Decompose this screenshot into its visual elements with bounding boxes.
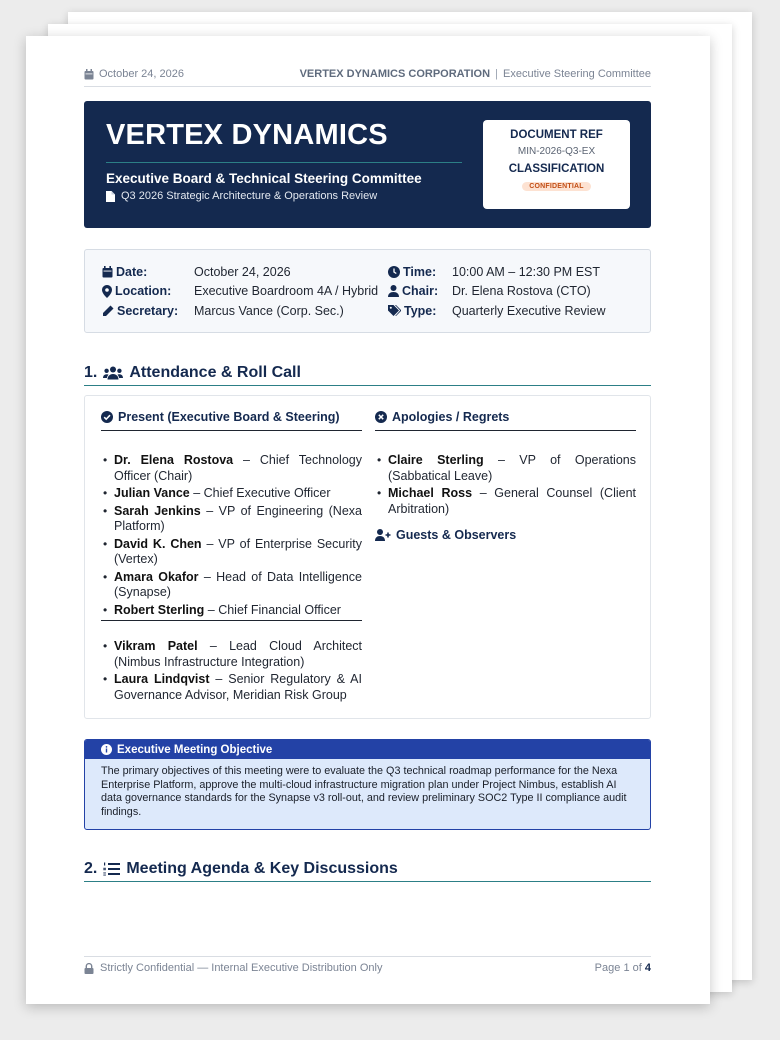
attendee-item bbox=[375, 453, 636, 484]
document-subtitle: Executive Board & Technical Steering Committee bbox=[106, 171, 422, 186]
meta-date-label: Date: bbox=[116, 265, 148, 279]
guests-heading bbox=[375, 528, 636, 542]
page-number bbox=[595, 962, 651, 974]
section-number: 1. bbox=[84, 364, 98, 381]
attendee-name: Robert Sterling bbox=[114, 602, 205, 617]
meta-chair-value: Dr. Elena Rostova (CTO) bbox=[452, 284, 591, 298]
present-list bbox=[101, 453, 362, 618]
present-divider bbox=[101, 620, 362, 621]
users-icon bbox=[103, 366, 123, 380]
file-icon bbox=[106, 191, 115, 202]
attendee-role: – Lead Cloud Architect (Nimbus Infrastructure Integration) bbox=[114, 639, 362, 669]
clock-icon bbox=[388, 266, 400, 278]
objective-heading: Executive Meeting Objective bbox=[117, 743, 273, 756]
attendee-item bbox=[101, 486, 362, 502]
meta-time-value: 10:00 AM – 12:30 PM EST bbox=[452, 265, 600, 279]
meta-location-value: Executive Boardroom 4A / Hybrid bbox=[194, 284, 379, 298]
header-organization: VERTEX DYNAMICS CORPORATION bbox=[299, 68, 491, 80]
apologies-list bbox=[375, 453, 636, 517]
page-footer bbox=[84, 956, 651, 979]
banner-rule bbox=[106, 162, 462, 163]
title-banner bbox=[84, 101, 651, 228]
attendee-role: – General Counsel (Client Arbitration) bbox=[388, 486, 637, 516]
meta-secretary-label: Secretary: bbox=[117, 304, 179, 318]
page-of: of bbox=[632, 962, 642, 974]
section-number: 2. bbox=[84, 860, 98, 877]
section-title: Meeting Agenda & Key Discussions bbox=[126, 860, 398, 877]
attendee-role: – VP of Enterprise Security (Vertex) bbox=[114, 536, 362, 566]
doc-ref-value: MIN-2026-Q3-EX bbox=[517, 146, 596, 157]
meta-time bbox=[388, 265, 600, 279]
meta-date bbox=[102, 265, 291, 279]
attendee-role: – Head of Data Intelligence (Synapse) bbox=[114, 569, 362, 599]
attendee-item bbox=[101, 453, 362, 484]
meeting-meta-box bbox=[84, 249, 651, 333]
tags-icon bbox=[388, 305, 401, 317]
meta-date-value: October 24, 2026 bbox=[194, 265, 291, 279]
attendee-item bbox=[375, 486, 636, 517]
attendee-role: – Chief Financial Officer bbox=[204, 602, 341, 617]
attendee-item bbox=[101, 639, 362, 670]
meta-secretary bbox=[102, 304, 344, 318]
present-heading bbox=[101, 410, 362, 431]
header-date: October 24, 2026 bbox=[99, 68, 185, 80]
attendee-role: – Senior Regulatory & AI Governance Advisor, Meridian Risk Group bbox=[114, 672, 362, 702]
attendee-name: Laura Lindqvist bbox=[114, 672, 210, 686]
session-name: Q3 2026 Strategic Architecture & Operations Review bbox=[121, 190, 378, 202]
attendee-role: – Chief Executive Officer bbox=[189, 486, 331, 500]
attendee-item bbox=[101, 570, 362, 601]
header-committee: Executive Steering Committee bbox=[503, 68, 651, 80]
attendee-role: – VP of Engineering (Nexa Platform) bbox=[114, 503, 362, 533]
attendee-name: Dr. Elena Rostova bbox=[114, 453, 234, 467]
meta-chair-label: Chair: bbox=[402, 284, 439, 298]
page-prefix: Page bbox=[594, 962, 621, 974]
meta-location bbox=[102, 284, 379, 298]
confidential-notice: Strictly Confidential — Internal Executive Distribution Only bbox=[100, 962, 383, 974]
meta-type bbox=[388, 304, 606, 318]
objective-callout bbox=[84, 739, 651, 830]
objective-text: The primary objectives of this meeting were to evaluate the Q3 technical roadmap performance for the Nexa Enterprise Platform, approve the multi-cloud infrastructure migration plan under Project Nimbus, establish AI data governance standards for the Synapse v3 roll-out, and review preliminary SOC2 Type II compliance audit findings. bbox=[101, 765, 627, 818]
attendee-name: Vikram Patel bbox=[114, 639, 198, 653]
header-org-line bbox=[300, 68, 651, 80]
meta-time-label: Time: bbox=[403, 265, 437, 279]
header-separator: | bbox=[495, 68, 498, 80]
info-circle-icon bbox=[101, 744, 112, 755]
lock-icon bbox=[84, 963, 94, 974]
attendee-role: – Chief Technology Officer (Chair) bbox=[114, 453, 362, 483]
present-column bbox=[101, 410, 362, 705]
page-total: 4 bbox=[644, 962, 651, 974]
document-ref-box bbox=[483, 120, 630, 209]
attendee-name: Claire Sterling bbox=[388, 453, 484, 467]
list-ol-icon bbox=[103, 862, 120, 876]
user-plus-icon bbox=[375, 529, 391, 541]
attendee-item bbox=[101, 537, 362, 568]
guests-heading-label: Guests & Observers bbox=[396, 528, 517, 542]
attendee-item bbox=[101, 504, 362, 535]
session-line bbox=[106, 190, 377, 202]
section-title: Attendance & Roll Call bbox=[129, 364, 301, 381]
map-marker-icon bbox=[102, 285, 112, 298]
meta-type-value: Quarterly Executive Review bbox=[452, 304, 606, 318]
page-current: 1 bbox=[623, 962, 630, 974]
meta-secretary-value: Marcus Vance (Corp. Sec.) bbox=[194, 304, 344, 318]
attendee-name: Sarah Jenkins bbox=[114, 503, 201, 518]
section-heading-attendance bbox=[84, 361, 651, 386]
objective-header bbox=[85, 740, 650, 759]
document-page bbox=[26, 36, 710, 1004]
apologies-heading bbox=[375, 410, 636, 431]
classification-label: CLASSIFICATION bbox=[508, 163, 605, 175]
attendee-role: – VP of Operations (Sabbatical Leave) bbox=[388, 453, 636, 483]
doc-ref-label: DOCUMENT REF bbox=[510, 129, 603, 141]
user-icon bbox=[388, 285, 399, 297]
attendee-item bbox=[101, 603, 362, 619]
apologies-column bbox=[375, 410, 636, 542]
running-header bbox=[84, 68, 651, 87]
guests-list bbox=[101, 639, 362, 703]
calendar-icon bbox=[84, 69, 94, 80]
attendee-name: Amara Okafor bbox=[114, 569, 199, 584]
meta-location-label: Location: bbox=[115, 284, 172, 298]
attendee-name: Julian Vance bbox=[114, 486, 190, 500]
apologies-heading-label: Apologies / Regrets bbox=[392, 410, 510, 424]
classification-badge: CONFIDENTIAL bbox=[522, 182, 591, 191]
times-circle-icon bbox=[375, 411, 387, 423]
pencil-icon bbox=[102, 305, 114, 317]
present-heading-label: Present (Executive Board & Steering) bbox=[118, 410, 340, 424]
meta-type-label: Type: bbox=[404, 304, 437, 318]
attendee-name: Michael Ross bbox=[388, 486, 473, 500]
calendar-icon bbox=[102, 266, 113, 278]
attendee-name: David K. Chen bbox=[114, 536, 202, 551]
attendance-panel bbox=[84, 395, 651, 719]
check-circle-icon bbox=[101, 411, 113, 423]
section-heading-agenda bbox=[84, 857, 651, 882]
meta-chair bbox=[388, 284, 591, 298]
document-title: VERTEX DYNAMICS bbox=[106, 119, 388, 151]
attendee-item bbox=[101, 672, 362, 703]
